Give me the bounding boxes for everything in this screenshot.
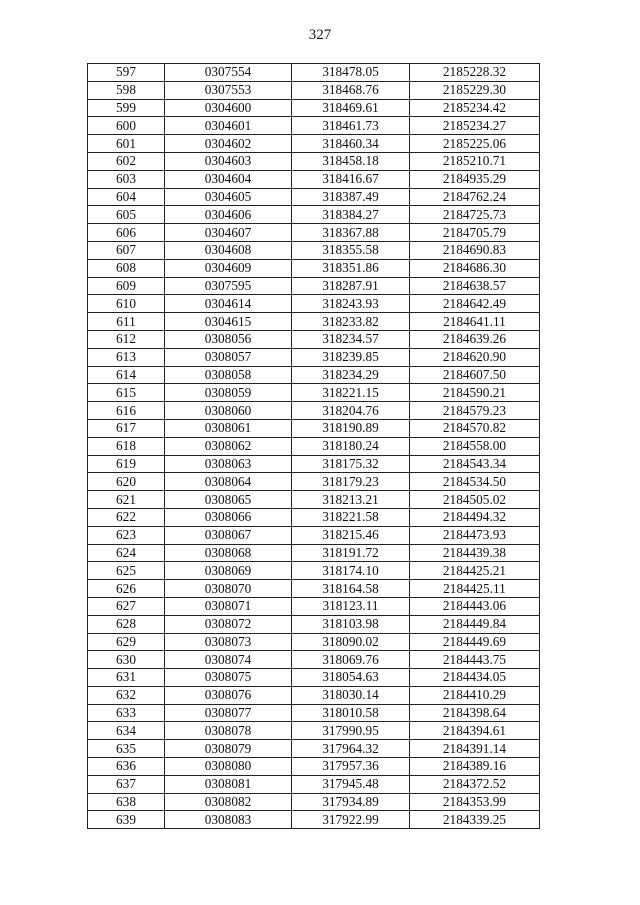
- point-code-cell: 0308067: [165, 526, 292, 544]
- point-code-cell: 0308063: [165, 455, 292, 473]
- y-coordinate-cell: 2185210.71: [410, 152, 540, 170]
- y-coordinate-cell: 2184443.06: [410, 597, 540, 615]
- table-row: [88, 277, 540, 295]
- row-index-cell: 628: [88, 615, 165, 633]
- table-row: [88, 313, 540, 331]
- point-code-cell: 0308079: [165, 740, 292, 758]
- point-code-cell: 0308056: [165, 330, 292, 348]
- row-index-cell: 608: [88, 259, 165, 277]
- point-code-cell: 0307595: [165, 277, 292, 295]
- row-index-cell: 631: [88, 669, 165, 687]
- x-coordinate-cell: 318234.57: [292, 330, 410, 348]
- row-index-cell: 609: [88, 277, 165, 295]
- row-index-cell: 615: [88, 384, 165, 402]
- point-code-cell: 0308068: [165, 544, 292, 562]
- row-index-cell: 603: [88, 170, 165, 188]
- x-coordinate-cell: 318468.76: [292, 81, 410, 99]
- x-coordinate-cell: 317964.32: [292, 740, 410, 758]
- row-index-cell: 599: [88, 99, 165, 117]
- point-code-cell: 0304602: [165, 135, 292, 153]
- row-index-cell: 614: [88, 366, 165, 384]
- y-coordinate-cell: 2184434.05: [410, 669, 540, 687]
- table-row: [88, 188, 540, 206]
- x-coordinate-cell: 318054.63: [292, 669, 410, 687]
- point-code-cell: 0307553: [165, 81, 292, 99]
- row-index-cell: 610: [88, 295, 165, 313]
- y-coordinate-cell: 2184705.79: [410, 224, 540, 242]
- point-code-cell: 0304601: [165, 117, 292, 135]
- point-code-cell: 0308070: [165, 580, 292, 598]
- table-row: [88, 615, 540, 633]
- point-code-cell: 0308071: [165, 597, 292, 615]
- row-index-cell: 622: [88, 508, 165, 526]
- row-index-cell: 597: [88, 64, 165, 82]
- x-coordinate-cell: 318384.27: [292, 206, 410, 224]
- x-coordinate-cell: 318123.11: [292, 597, 410, 615]
- row-index-cell: 618: [88, 437, 165, 455]
- table-row: [88, 526, 540, 544]
- row-index-cell: 635: [88, 740, 165, 758]
- x-coordinate-cell: 318478.05: [292, 64, 410, 82]
- table-row: [88, 152, 540, 170]
- x-coordinate-cell: 318190.89: [292, 419, 410, 437]
- row-index-cell: 604: [88, 188, 165, 206]
- x-coordinate-cell: 318069.76: [292, 651, 410, 669]
- table-row: [88, 491, 540, 509]
- y-coordinate-cell: 2184558.00: [410, 437, 540, 455]
- x-coordinate-cell: 318367.88: [292, 224, 410, 242]
- x-coordinate-cell: 318355.58: [292, 241, 410, 259]
- y-coordinate-cell: 2184425.11: [410, 580, 540, 598]
- y-coordinate-cell: 2184391.14: [410, 740, 540, 758]
- point-code-cell: 0308083: [165, 811, 292, 829]
- table-row: [88, 669, 540, 687]
- table-row: [88, 704, 540, 722]
- x-coordinate-cell: 318461.73: [292, 117, 410, 135]
- row-index-cell: 600: [88, 117, 165, 135]
- table-row: [88, 597, 540, 615]
- x-coordinate-cell: 318233.82: [292, 313, 410, 331]
- row-index-cell: 613: [88, 348, 165, 366]
- point-code-cell: 0307554: [165, 64, 292, 82]
- point-code-cell: 0304615: [165, 313, 292, 331]
- table-row: [88, 562, 540, 580]
- table-row: [88, 580, 540, 598]
- point-code-cell: 0304604: [165, 170, 292, 188]
- y-coordinate-cell: 2185234.42: [410, 99, 540, 117]
- point-code-cell: 0308078: [165, 722, 292, 740]
- row-index-cell: 621: [88, 491, 165, 509]
- x-coordinate-cell: 318221.15: [292, 384, 410, 402]
- table-row: [88, 295, 540, 313]
- table-row: [88, 64, 540, 82]
- y-coordinate-cell: 2184543.34: [410, 455, 540, 473]
- y-coordinate-cell: 2184425.21: [410, 562, 540, 580]
- table-row: [88, 544, 540, 562]
- x-coordinate-cell: 318469.61: [292, 99, 410, 117]
- point-code-cell: 0304603: [165, 152, 292, 170]
- x-coordinate-cell: 318010.58: [292, 704, 410, 722]
- point-code-cell: 0308080: [165, 758, 292, 776]
- row-index-cell: 625: [88, 562, 165, 580]
- row-index-cell: 624: [88, 544, 165, 562]
- x-coordinate-cell: 318387.49: [292, 188, 410, 206]
- row-index-cell: 634: [88, 722, 165, 740]
- row-index-cell: 611: [88, 313, 165, 331]
- table-row: [88, 241, 540, 259]
- point-code-cell: 0308061: [165, 419, 292, 437]
- y-coordinate-cell: 2184620.90: [410, 348, 540, 366]
- y-coordinate-cell: 2184339.25: [410, 811, 540, 829]
- row-index-cell: 612: [88, 330, 165, 348]
- y-coordinate-cell: 2184935.29: [410, 170, 540, 188]
- point-code-cell: 0304608: [165, 241, 292, 259]
- x-coordinate-cell: 318030.14: [292, 686, 410, 704]
- point-code-cell: 0308075: [165, 669, 292, 687]
- table-row: [88, 473, 540, 491]
- y-coordinate-cell: 2185225.06: [410, 135, 540, 153]
- point-code-cell: 0308074: [165, 651, 292, 669]
- table-row: [88, 402, 540, 420]
- row-index-cell: 632: [88, 686, 165, 704]
- row-index-cell: 623: [88, 526, 165, 544]
- y-coordinate-cell: 2184725.73: [410, 206, 540, 224]
- x-coordinate-cell: 317957.36: [292, 758, 410, 776]
- table-row: [88, 99, 540, 117]
- x-coordinate-cell: 318215.46: [292, 526, 410, 544]
- point-code-cell: 0308058: [165, 366, 292, 384]
- row-index-cell: 606: [88, 224, 165, 242]
- y-coordinate-cell: 2185234.27: [410, 117, 540, 135]
- y-coordinate-cell: 2184394.61: [410, 722, 540, 740]
- point-code-cell: 0308064: [165, 473, 292, 491]
- row-index-cell: 598: [88, 81, 165, 99]
- table-row: [88, 117, 540, 135]
- x-coordinate-cell: 318458.18: [292, 152, 410, 170]
- table-row: [88, 722, 540, 740]
- y-coordinate-cell: 2184449.69: [410, 633, 540, 651]
- point-code-cell: 0304609: [165, 259, 292, 277]
- point-code-cell: 0308060: [165, 402, 292, 420]
- point-code-cell: 0308082: [165, 793, 292, 811]
- row-index-cell: 607: [88, 241, 165, 259]
- y-coordinate-cell: 2184439.38: [410, 544, 540, 562]
- x-coordinate-cell: 318287.91: [292, 277, 410, 295]
- table-row: [88, 206, 540, 224]
- y-coordinate-cell: 2185229.30: [410, 81, 540, 99]
- row-index-cell: 629: [88, 633, 165, 651]
- x-coordinate-cell: 318234.29: [292, 366, 410, 384]
- table-row: [88, 686, 540, 704]
- x-coordinate-cell: 318221.58: [292, 508, 410, 526]
- x-coordinate-cell: 318213.21: [292, 491, 410, 509]
- table-row: [88, 775, 540, 793]
- table-row: [88, 651, 540, 669]
- table-row: [88, 330, 540, 348]
- point-code-cell: 0308077: [165, 704, 292, 722]
- point-code-cell: 0308062: [165, 437, 292, 455]
- row-index-cell: 605: [88, 206, 165, 224]
- table-body: [88, 64, 540, 829]
- x-coordinate-cell: 317922.99: [292, 811, 410, 829]
- y-coordinate-cell: 2184353.99: [410, 793, 540, 811]
- page-number: 327: [308, 27, 332, 43]
- y-coordinate-cell: 2184505.02: [410, 491, 540, 509]
- x-coordinate-cell: 318243.93: [292, 295, 410, 313]
- point-code-cell: 0308059: [165, 384, 292, 402]
- y-coordinate-cell: 2184641.11: [410, 313, 540, 331]
- point-code-cell: 0304614: [165, 295, 292, 313]
- row-index-cell: 637: [88, 775, 165, 793]
- y-coordinate-cell: 2184639.26: [410, 330, 540, 348]
- y-coordinate-cell: 2184642.49: [410, 295, 540, 313]
- row-index-cell: 639: [88, 811, 165, 829]
- y-coordinate-cell: 2184449.84: [410, 615, 540, 633]
- y-coordinate-cell: 2184372.52: [410, 775, 540, 793]
- x-coordinate-cell: 318351.86: [292, 259, 410, 277]
- row-index-cell: 630: [88, 651, 165, 669]
- table-row: [88, 384, 540, 402]
- y-coordinate-cell: 2184473.93: [410, 526, 540, 544]
- table-row: [88, 224, 540, 242]
- row-index-cell: 619: [88, 455, 165, 473]
- y-coordinate-cell: 2184534.50: [410, 473, 540, 491]
- point-code-cell: 0308069: [165, 562, 292, 580]
- point-code-cell: 0308076: [165, 686, 292, 704]
- table-row: [88, 508, 540, 526]
- table-row: [88, 437, 540, 455]
- x-coordinate-cell: 318460.34: [292, 135, 410, 153]
- x-coordinate-cell: 318180.24: [292, 437, 410, 455]
- point-code-cell: 0304607: [165, 224, 292, 242]
- x-coordinate-cell: 318191.72: [292, 544, 410, 562]
- table-row: [88, 758, 540, 776]
- coordinates-table: [87, 63, 540, 829]
- x-coordinate-cell: 318164.58: [292, 580, 410, 598]
- y-coordinate-cell: 2184686.30: [410, 259, 540, 277]
- table-row: [88, 135, 540, 153]
- y-coordinate-cell: 2184690.83: [410, 241, 540, 259]
- x-coordinate-cell: 317990.95: [292, 722, 410, 740]
- x-coordinate-cell: 318204.76: [292, 402, 410, 420]
- x-coordinate-cell: 318174.10: [292, 562, 410, 580]
- table-row: [88, 455, 540, 473]
- row-index-cell: 620: [88, 473, 165, 491]
- row-index-cell: 626: [88, 580, 165, 598]
- point-code-cell: 0308065: [165, 491, 292, 509]
- table-row: [88, 811, 540, 829]
- table-row: [88, 259, 540, 277]
- y-coordinate-cell: 2185228.32: [410, 64, 540, 82]
- table-row: [88, 793, 540, 811]
- row-index-cell: 616: [88, 402, 165, 420]
- y-coordinate-cell: 2184570.82: [410, 419, 540, 437]
- y-coordinate-cell: 2184762.24: [410, 188, 540, 206]
- x-coordinate-cell: 317945.48: [292, 775, 410, 793]
- x-coordinate-cell: 318090.02: [292, 633, 410, 651]
- point-code-cell: 0308057: [165, 348, 292, 366]
- table-row: [88, 170, 540, 188]
- x-coordinate-cell: 318175.32: [292, 455, 410, 473]
- coordinates-table-container: [87, 63, 539, 829]
- y-coordinate-cell: 2184398.64: [410, 704, 540, 722]
- row-index-cell: 627: [88, 597, 165, 615]
- y-coordinate-cell: 2184607.50: [410, 366, 540, 384]
- row-index-cell: 633: [88, 704, 165, 722]
- row-index-cell: 638: [88, 793, 165, 811]
- point-code-cell: 0308081: [165, 775, 292, 793]
- x-coordinate-cell: 318103.98: [292, 615, 410, 633]
- y-coordinate-cell: 2184590.21: [410, 384, 540, 402]
- point-code-cell: 0308072: [165, 615, 292, 633]
- table-row: [88, 348, 540, 366]
- y-coordinate-cell: 2184410.29: [410, 686, 540, 704]
- x-coordinate-cell: 318416.67: [292, 170, 410, 188]
- row-index-cell: 636: [88, 758, 165, 776]
- point-code-cell: 0308073: [165, 633, 292, 651]
- table-row: [88, 81, 540, 99]
- table-row: [88, 633, 540, 651]
- y-coordinate-cell: 2184443.75: [410, 651, 540, 669]
- point-code-cell: 0304606: [165, 206, 292, 224]
- y-coordinate-cell: 2184494.32: [410, 508, 540, 526]
- x-coordinate-cell: 318239.85: [292, 348, 410, 366]
- row-index-cell: 617: [88, 419, 165, 437]
- point-code-cell: 0308066: [165, 508, 292, 526]
- x-coordinate-cell: 317934.89: [292, 793, 410, 811]
- table-row: [88, 366, 540, 384]
- point-code-cell: 0304605: [165, 188, 292, 206]
- row-index-cell: 601: [88, 135, 165, 153]
- x-coordinate-cell: 318179.23: [292, 473, 410, 491]
- y-coordinate-cell: 2184389.16: [410, 758, 540, 776]
- table-row: [88, 419, 540, 437]
- point-code-cell: 0304600: [165, 99, 292, 117]
- row-index-cell: 602: [88, 152, 165, 170]
- y-coordinate-cell: 2184638.57: [410, 277, 540, 295]
- table-row: [88, 740, 540, 758]
- y-coordinate-cell: 2184579.23: [410, 402, 540, 420]
